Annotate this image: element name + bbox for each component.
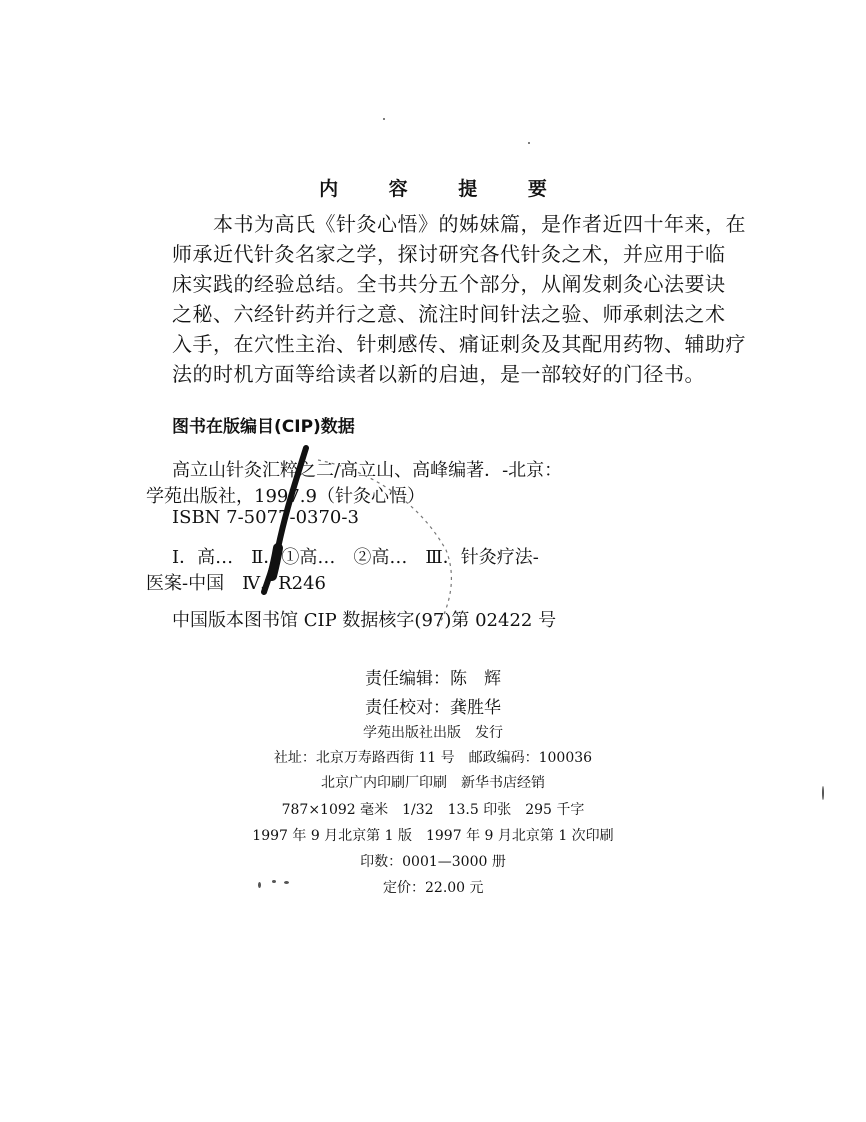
summary-line: 师承近代针灸名家之学，探讨研究各代针灸之术，并应用于临 (172, 242, 726, 266)
ink-speck (528, 142, 530, 144)
cip-verification-line: 中国版本图书馆 CIP 数据核字(97)第 02422 号 (172, 610, 557, 631)
credits-editor (0, 664, 866, 689)
credits-address (0, 747, 866, 767)
publisher-text: 学苑出版社出版 发行 (363, 725, 503, 741)
summary-line: 之秘、六经针药并行之意、流注时间针法之验、师承刺法之术 (172, 302, 726, 326)
price-text: 定价：22.00 元 (383, 880, 484, 896)
credits-print-run (0, 851, 866, 871)
proofreader-text: 责任校对：龚胜华 (365, 698, 501, 718)
credits-proofreader (0, 693, 866, 718)
summary-line: 床实践的经验总结。全书共分五个部分，从阐发刺灸心法要诀 (172, 272, 726, 296)
credits-printer (0, 772, 866, 792)
printer-text: 北京广内印刷厂印刷 新华书店经销 (321, 775, 545, 791)
ink-speck (383, 118, 385, 120)
print-run-text: 印数：0001—3000 册 (360, 854, 506, 870)
credits-publisher (0, 722, 866, 742)
summary-line: 本书为高氏《针灸心悟》的姊妹篇，是作者近四十年来，在 (172, 212, 746, 236)
ink-speck (258, 882, 261, 888)
credits-price (383, 877, 484, 897)
cip-isbn-line: ISBN 7-5077-0370-3 (172, 507, 359, 528)
summary-line: 法的时机方面等给读者以新的启迪，是一部较好的门径书。 (172, 362, 705, 386)
credits-format (0, 799, 866, 819)
ink-speck (822, 786, 824, 800)
summary-heading: 内 容 提 要 (319, 178, 569, 200)
editor-text: 责任编辑：陈 辉 (365, 669, 501, 689)
edition-text: 1997 年 9 月北京第 1 版 1997 年 9 月北京第 1 次印刷 (252, 828, 614, 844)
cip-publisher-line: 学苑出版社，1997.9（针灸心悟） (146, 486, 425, 507)
summary-line: 入手，在穴性主治、针刺感传、痛证刺灸及其配用药物、辅助疗 (172, 332, 746, 356)
credits-edition (0, 825, 866, 845)
ink-speck (272, 880, 276, 883)
cip-subject-line: Ⅰ．高… Ⅱ．①高… ②高… Ⅲ．针灸疗法- (172, 547, 539, 568)
cip-heading: 图书在版编目(CIP)数据 (172, 417, 355, 437)
ink-speck (284, 881, 289, 884)
cip-title-line: 高立山针灸汇粹之二/高立山、高峰编著．-北京： (172, 460, 563, 481)
format-text: 787×1092 毫米 1/32 13.5 印张 295 千字 (281, 802, 585, 818)
address-text: 社址：北京万寿路西街 11 号 邮政编码：100036 (273, 750, 593, 766)
cip-classification-line: 医案-中国 Ⅳ．R246 (146, 573, 326, 594)
summary-text (172, 209, 746, 389)
